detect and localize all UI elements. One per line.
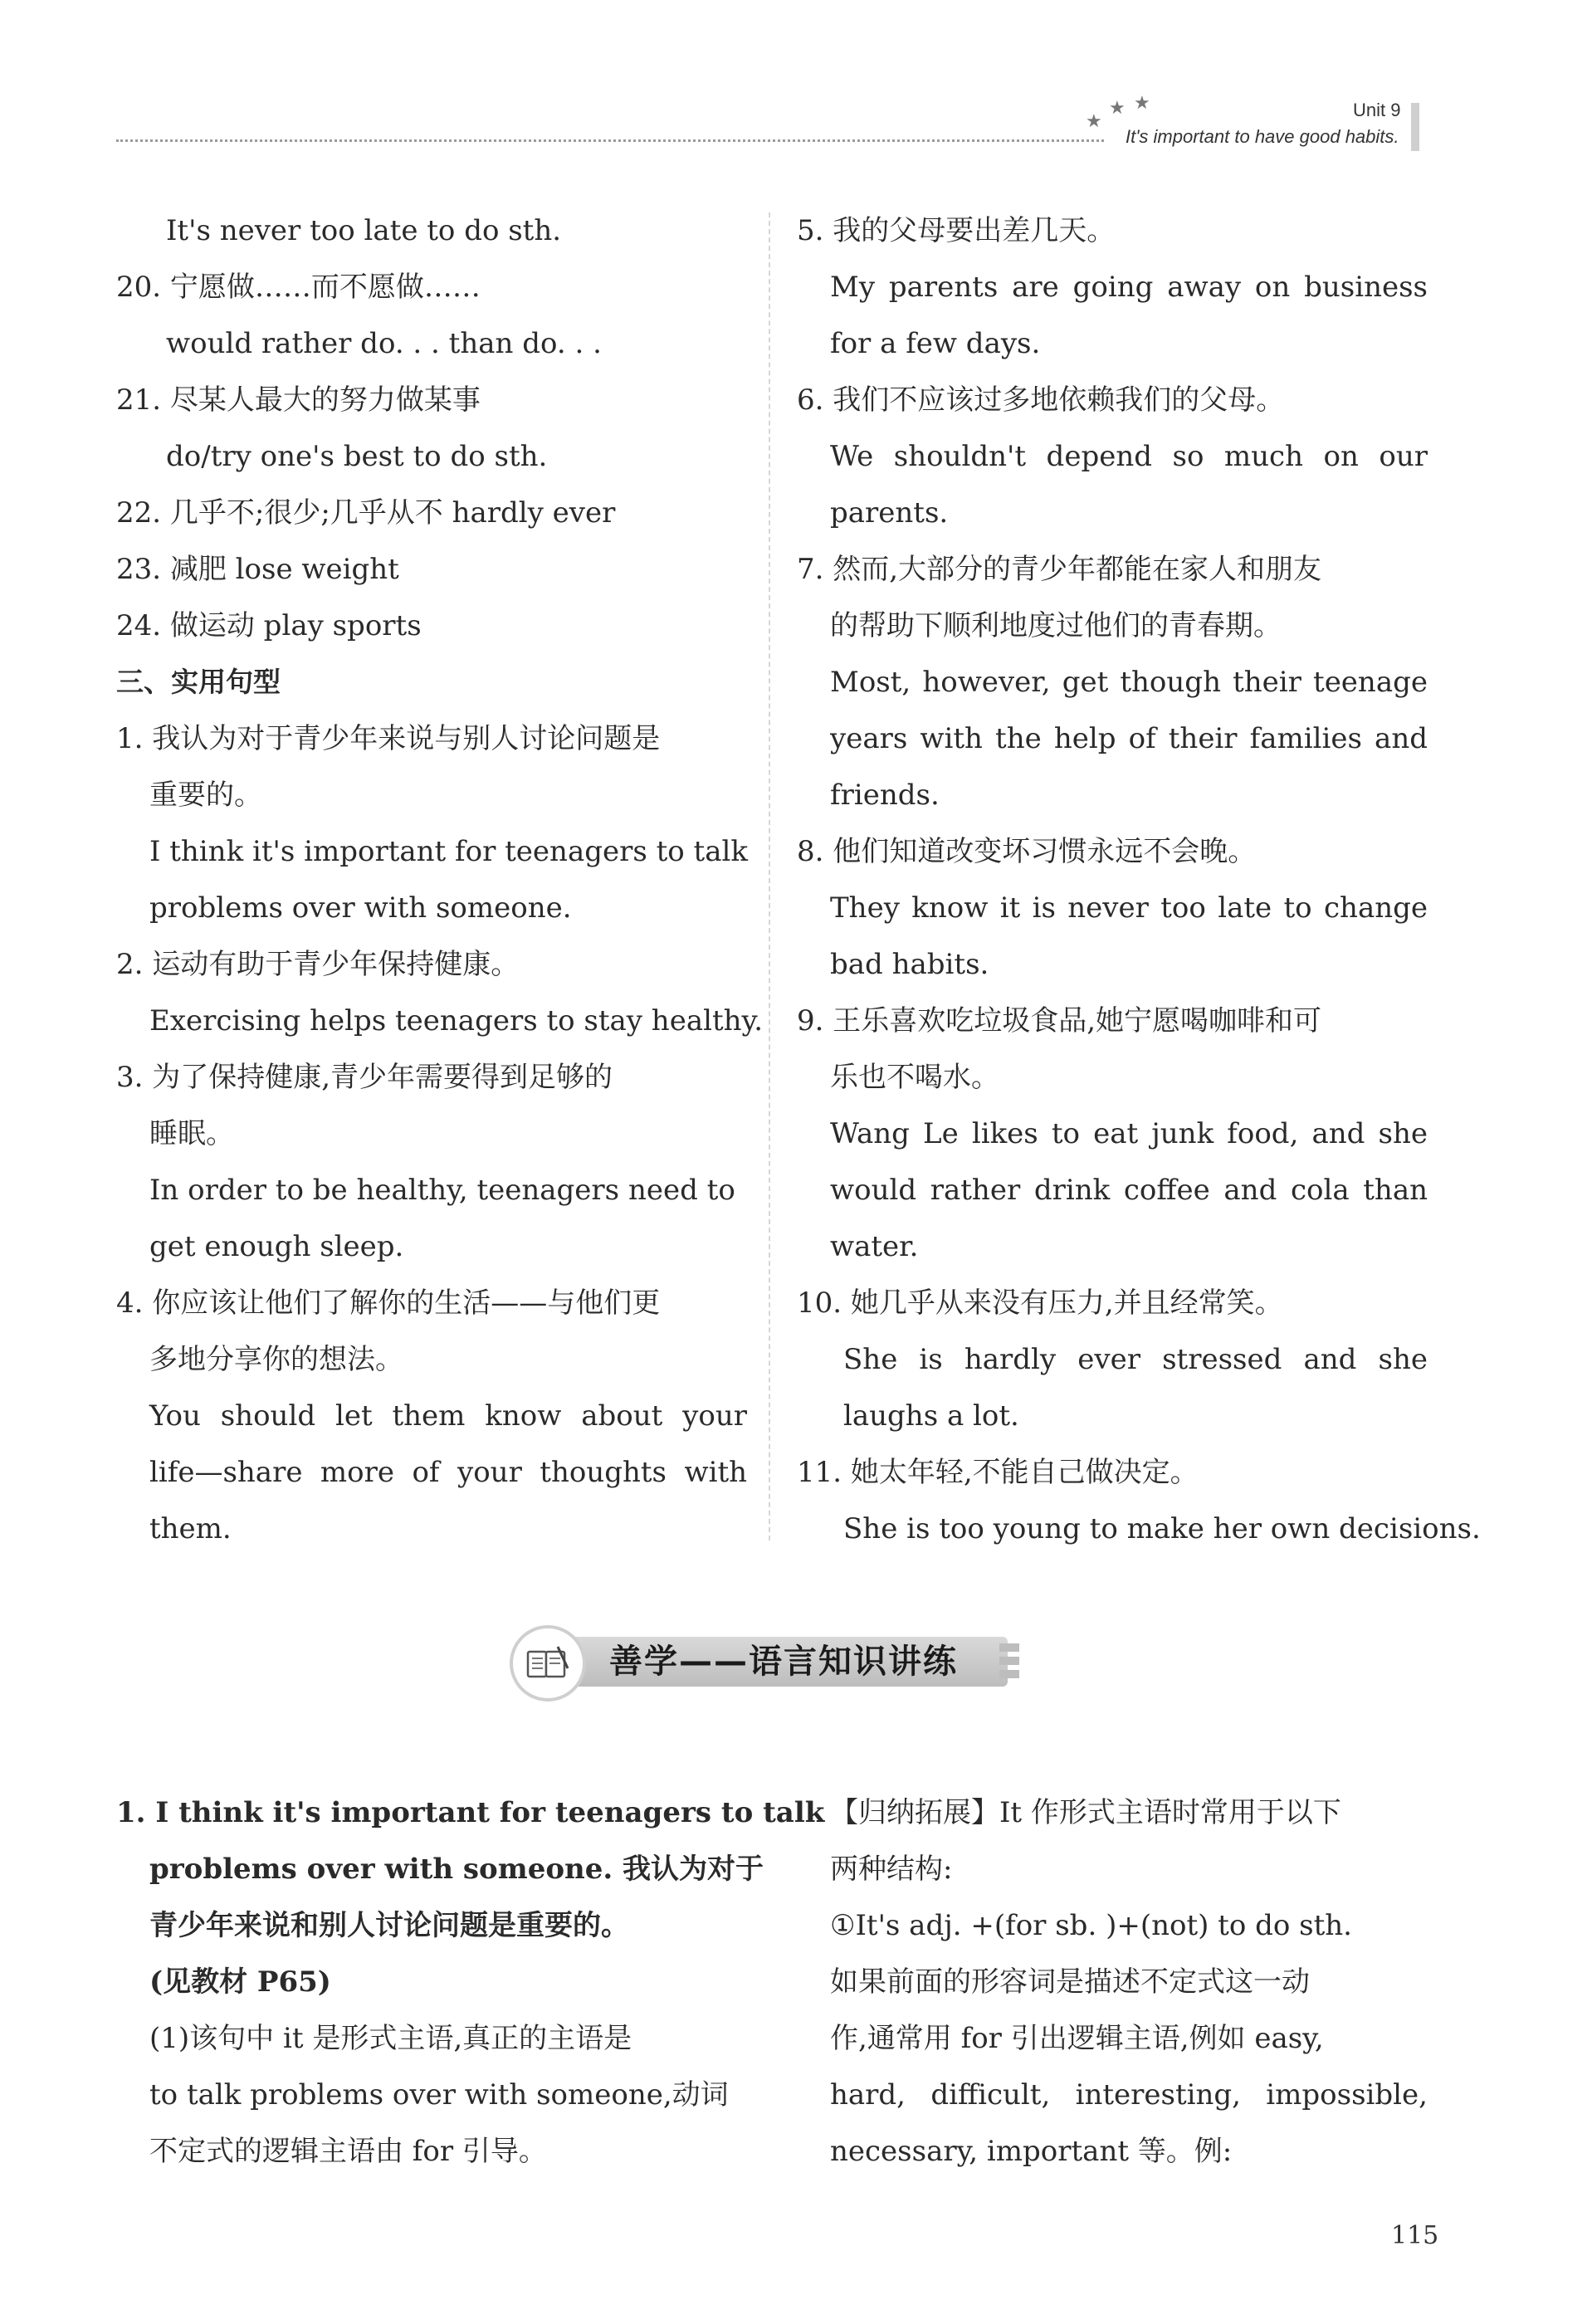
text-line: 8. 他们知道改变坏习惯永远不会晚。 [797, 835, 1257, 868]
text-line: (见教材 P65) [149, 1965, 331, 1999]
text-line: 不定式的逻辑主语由 for 引导。 [149, 2135, 547, 2168]
text-line: water. [830, 1230, 919, 1263]
column-divider [769, 212, 770, 1540]
text-line: 作,通常用 for 引出逻辑主语,例如 easy, [830, 2022, 1324, 2055]
text-line: friends. [830, 779, 940, 812]
text-line: We shouldn't depend so much on our [830, 440, 1428, 473]
text-line: 青少年来说和别人讨论问题是重要的。 [149, 1909, 629, 1942]
text-line: Wang Le likes to eat junk food, and she [830, 1117, 1428, 1150]
text-line: 睡眠。 [149, 1117, 234, 1150]
text-line: would rather drink coffee and cola than [830, 1174, 1428, 1207]
text-line: necessary, important 等。例: [830, 2135, 1233, 2168]
text-line: 6. 我们不应该过多地依赖我们的父母。 [797, 383, 1285, 417]
text-line: They know it is never too late to change [830, 891, 1428, 925]
text-line: 21. 尽某人最大的努力做某事 [116, 383, 481, 417]
page-number: 115 [1391, 2221, 1439, 2250]
section-heading: 三、实用句型 [116, 666, 281, 698]
text-line: 两种结构: [830, 1853, 953, 1886]
text-line: 多地分享你的想法。 [149, 1343, 403, 1376]
text-line: get enough sleep. [149, 1230, 404, 1263]
text-line: I think it's important for teenagers to talk [149, 835, 748, 868]
unit-subtitle: It's important to have good habits. [1126, 126, 1399, 147]
section2-right-column [830, 1784, 1428, 2180]
text-line: (1)该句中 it 是形式主语,真正的主语是 [149, 2022, 632, 2055]
text-line: 【归纳拓展】It 作形式主语时常用于以下 [830, 1796, 1341, 1829]
text-line: problems over with someone. [149, 891, 572, 925]
text-line: 重要的。 [149, 779, 262, 812]
unit-label: Unit 9 [1353, 100, 1401, 120]
text-line: In order to be healthy, teenagers need to [149, 1174, 735, 1207]
text-line: for a few days. [830, 327, 1041, 360]
text-line: 1. I think it's important for teenagers to talk [116, 1796, 825, 1829]
text-line: 10. 她几乎从来没有压力,并且经常笑。 [797, 1286, 1283, 1320]
text-line: 20. 宁愿做……而不愿做…… [116, 271, 481, 304]
text-line: 3. 为了保持健康,青少年需要得到足够的 [116, 1061, 613, 1094]
text-line: bad habits. [830, 948, 989, 981]
text-line: 如果前面的形容词是描述不定式这一动 [830, 1965, 1310, 1999]
left-column [116, 203, 764, 1557]
text-line: 的帮助下顺利地度过他们的青春期。 [830, 609, 1282, 642]
text-line: problems over with someone. 我认为对于 [149, 1853, 764, 1886]
text-line: life—share more of your thoughts with [149, 1456, 747, 1489]
text-line: to talk problems over with someone,动词 [149, 2078, 729, 2112]
right-column [797, 203, 1481, 1557]
section-banner [510, 1625, 1019, 1702]
text-line: 4. 你应该让他们了解你的生活——与他们更 [116, 1286, 661, 1320]
text-line: 2. 运动有助于青少年保持健康。 [116, 948, 520, 981]
text-line: 9. 王乐喜欢吃垃圾食品,她宁愿喝咖啡和可 [797, 1004, 1322, 1038]
text-line: 乐也不喝水。 [830, 1061, 999, 1094]
banner-edge-decoration [999, 1643, 1019, 1682]
text-line: 7. 然而,大部分的青少年都能在家人和朋友 [797, 553, 1322, 586]
text-line: parents. [830, 496, 949, 530]
text-line: 11. 她太年轻,不能自己做决定。 [797, 1456, 1199, 1489]
text-line: hard, difficult, interesting, impossible, [830, 2078, 1428, 2112]
text-line: 23. 减肥 lose weight [116, 553, 399, 586]
text-line: do/try one's best to do sth. [166, 440, 548, 473]
text-line: My parents are going away on business [830, 271, 1428, 304]
text-line: It's never too late to do sth. [166, 214, 562, 247]
text-line: laughs a lot. [843, 1399, 1019, 1433]
text-line: would rather do. . . than do. . . [166, 327, 602, 360]
header-dotted-rule [116, 139, 1104, 142]
text-line: 22. 几乎不;很少;几乎从不 hardly ever [116, 496, 616, 530]
text-line: She is too young to make her own decisions. [843, 1512, 1481, 1545]
header-side-bar [1411, 103, 1419, 151]
section2-left-column [116, 1784, 825, 2180]
text-line: 24. 做运动 play sports [116, 609, 422, 642]
text-line: Exercising helps teenagers to stay healthy. [149, 1004, 764, 1038]
text-line: years with the help of their families and [830, 722, 1428, 755]
text-line: 1. 我认为对于青少年来说与别人讨论问题是 [116, 722, 661, 755]
text-line: She is hardly ever stressed and she [843, 1343, 1428, 1376]
book-pen-icon [510, 1625, 586, 1702]
text-line: You should let them know about your [149, 1399, 747, 1433]
text-line: them. [149, 1512, 232, 1545]
text-line: 5. 我的父母要出差几天。 [797, 214, 1116, 247]
text-line: Most, however, get though their teenage [830, 666, 1428, 699]
text-line: ①It's adj. +(for sb. )+(not) to do sth. [830, 1909, 1352, 1942]
banner-title: 善学——语言知识讲练 [609, 1643, 958, 1681]
